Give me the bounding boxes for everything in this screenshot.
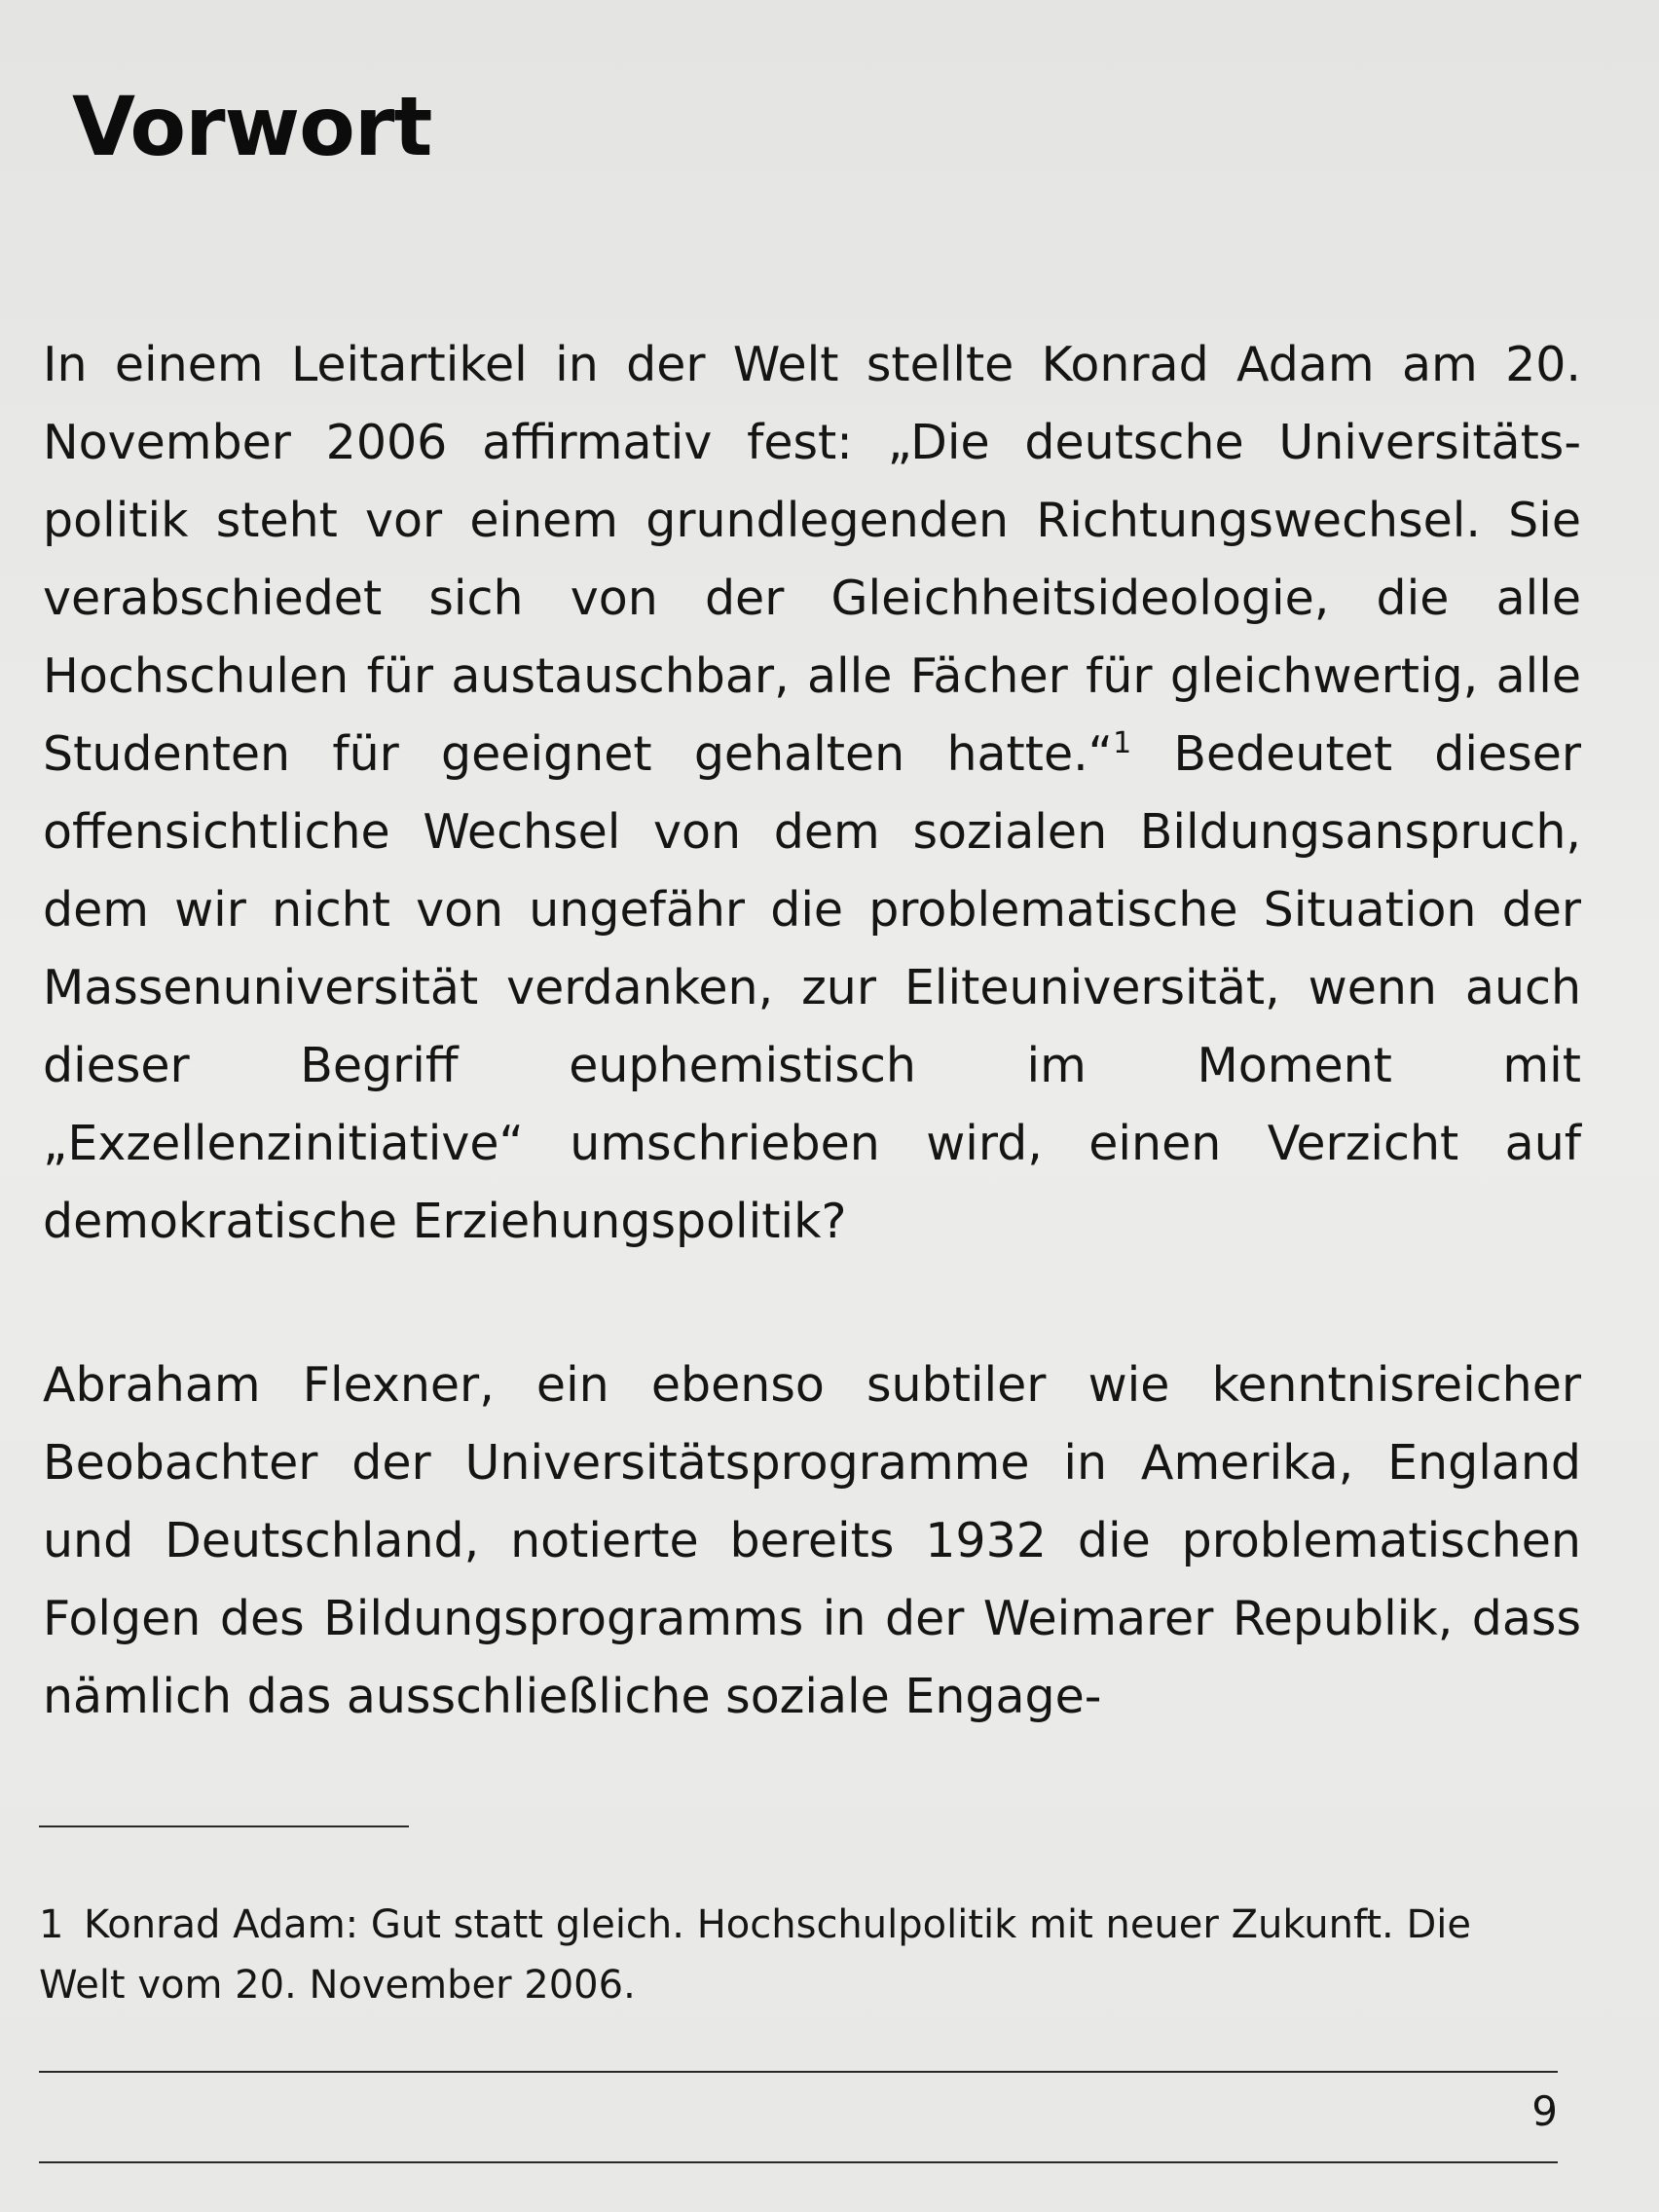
body-paragraph bbox=[43, 1346, 1581, 1736]
footer-rule-top bbox=[39, 2071, 1558, 2073]
paragraph-text-continued: Bedeutet dieser offensichtliche Wechsel von dem sozialen Bildungsanspruch, dem wir nicht von ungefähr die problematische Situation der Massenuniversität verdanken, zur Eliteuniversität, wenn auch dieser Begriff euphemistisch im Moment mit „Exzellenzinitiative“ umschrieben wird, einen Verzicht auf demokratische Erziehungspolitik? bbox=[43, 726, 1581, 1249]
paragraph-text: In einem Leitartikel in der Welt stellte Konrad Adam am 20. November 2006 affirmativ fest: „Die deutsche Universitätspolitik steht vor einem grundlegenden Richtungswechsel. Sie verabschiedet sich von der Gleichheitsideologie, die alle Hochschulen für austauschbar, alle Fächer für gleichwertig, alle Studenten für geeignet gehalten hatte.“ bbox=[43, 337, 1581, 782]
footnote bbox=[39, 1895, 1567, 2015]
page-title: Vorwort bbox=[72, 79, 432, 174]
footnote-number: 1 bbox=[39, 1902, 64, 1947]
paragraph-text: Abraham Flexner, ein ebenso subtiler wie kenntnisreicher Beobachter der Universitätsprogramme in Amerika, England und Deutschland, notierte bereits 1932 die problematischen Folgen des Bildungsprogramms in der Weimarer Republik, dass nämlich das ausschließliche soziale Engage- bbox=[43, 1357, 1581, 1724]
footnote-divider bbox=[39, 1825, 409, 1827]
footer-rule-bottom bbox=[39, 2161, 1558, 2163]
page-number: 9 bbox=[1531, 2087, 1558, 2135]
body-paragraph bbox=[43, 326, 1581, 1261]
footnote-text: Konrad Adam: Gut statt gleich. Hochschulpolitik mit neuer Zukunft. Die Welt vom 20. November 2006. bbox=[39, 1902, 1471, 2008]
footnote-reference[interactable]: 1 bbox=[1113, 726, 1132, 760]
